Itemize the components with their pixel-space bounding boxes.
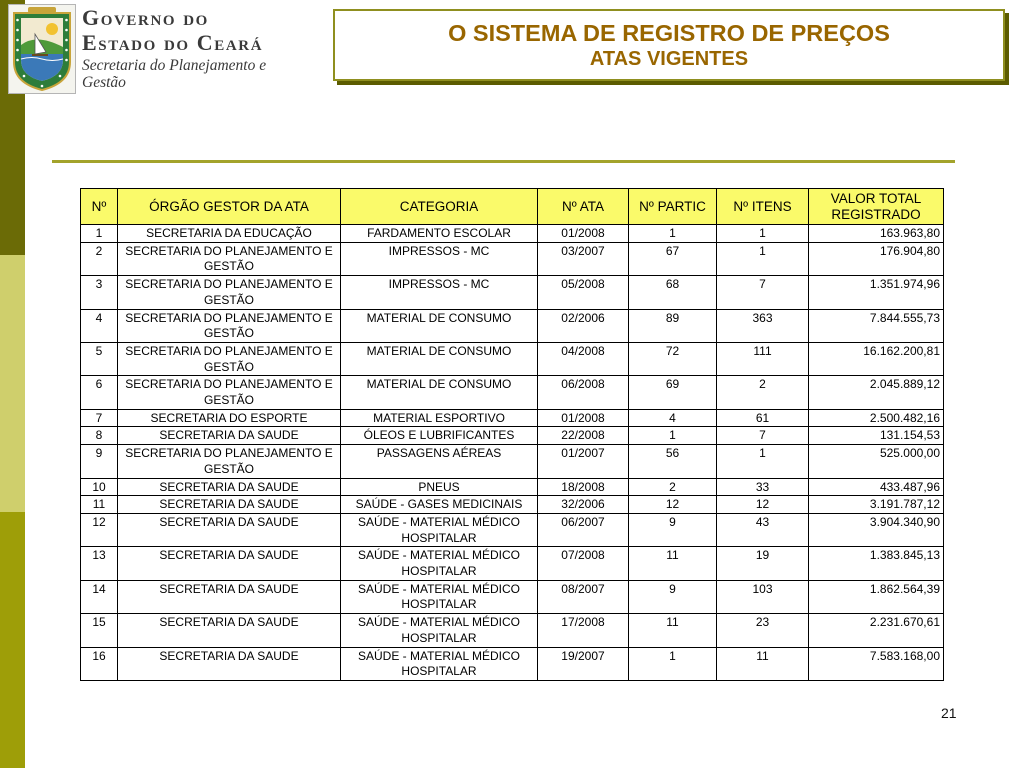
cell-orgao-gestor: SECRETARIA DA SAUDE	[118, 647, 341, 680]
cell-categoria: MATERIAL DE CONSUMO	[341, 309, 538, 342]
cell-numero: 9	[81, 445, 118, 478]
cell-valor-total: 16.162.200,81	[809, 342, 944, 375]
column-header-numero-itens: Nº ITENS	[717, 189, 809, 225]
cell-numero-partic: 72	[629, 342, 717, 375]
cell-numero-ata: 08/2007	[538, 580, 629, 613]
table-row	[81, 342, 944, 375]
atas-vigentes-table	[80, 188, 944, 681]
cell-valor-total: 3.904.340,90	[809, 513, 944, 546]
cell-orgao-gestor: SECRETARIA DA SAUDE	[118, 547, 341, 580]
side-bar-bottom-segment	[0, 512, 25, 768]
table-row	[81, 427, 944, 445]
slide-title-box	[333, 9, 1005, 81]
cell-numero-partic: 1	[629, 225, 717, 243]
cell-categoria: ÓLEOS E LUBRIFICANTES	[341, 427, 538, 445]
cell-numero-ata: 06/2008	[538, 376, 629, 409]
cell-categoria: SAÚDE - MATERIAL MÉDICO HOSPITALAR	[341, 580, 538, 613]
cell-orgao-gestor: SECRETARIA DA SAUDE	[118, 496, 341, 514]
organization-header	[82, 5, 302, 91]
cell-numero-itens: 33	[717, 478, 809, 496]
cell-valor-total: 2.231.670,61	[809, 614, 944, 647]
cell-numero: 15	[81, 614, 118, 647]
cell-categoria: SAÚDE - MATERIAL MÉDICO HOSPITALAR	[341, 614, 538, 647]
cell-numero-partic: 11	[629, 547, 717, 580]
table-row	[81, 445, 944, 478]
cell-orgao-gestor: SECRETARIA DA SAUDE	[118, 478, 341, 496]
table-row	[81, 614, 944, 647]
cell-numero: 8	[81, 427, 118, 445]
table-row	[81, 647, 944, 680]
department-name-line1: Secretaria do Planejamento e	[82, 57, 267, 74]
page-number: 21	[941, 705, 957, 721]
cell-categoria: PASSAGENS AÉREAS	[341, 445, 538, 478]
cell-valor-total: 7.844.555,73	[809, 309, 944, 342]
cell-numero: 3	[81, 276, 118, 309]
cell-valor-total: 1.862.564,39	[809, 580, 944, 613]
cell-categoria: FARDAMENTO ESCOLAR	[341, 225, 538, 243]
cell-numero-itens: 1	[717, 445, 809, 478]
cell-numero-ata: 32/2006	[538, 496, 629, 514]
horizontal-divider	[52, 160, 955, 163]
cell-numero-partic: 9	[629, 513, 717, 546]
cell-numero: 6	[81, 376, 118, 409]
cell-orgao-gestor: SECRETARIA DO PLANEJAMENTO E GESTÃO	[118, 309, 341, 342]
cell-numero-itens: 7	[717, 427, 809, 445]
table-row	[81, 309, 944, 342]
cell-numero: 13	[81, 547, 118, 580]
cell-valor-total: 1.383.845,13	[809, 547, 944, 580]
cell-numero-partic: 11	[629, 614, 717, 647]
cell-numero-itens: 61	[717, 409, 809, 427]
cell-numero: 4	[81, 309, 118, 342]
table-row	[81, 580, 944, 613]
cell-categoria: SAÚDE - MATERIAL MÉDICO HOSPITALAR	[341, 647, 538, 680]
cell-numero-partic: 4	[629, 409, 717, 427]
cell-orgao-gestor: SECRETARIA DO ESPORTE	[118, 409, 341, 427]
cell-numero: 11	[81, 496, 118, 514]
cell-numero-ata: 06/2007	[538, 513, 629, 546]
cell-numero-itens: 363	[717, 309, 809, 342]
cell-numero-partic: 89	[629, 309, 717, 342]
government-name-line1: Governo do	[82, 5, 209, 30]
cell-numero-itens: 1	[717, 242, 809, 275]
column-header-numero-partic: Nº PARTIC	[629, 189, 717, 225]
cell-categoria: SAÚDE - MATERIAL MÉDICO HOSPITALAR	[341, 513, 538, 546]
cell-orgao-gestor: SECRETARIA DA EDUCAÇÃO	[118, 225, 341, 243]
cell-numero-itens: 43	[717, 513, 809, 546]
cell-orgao-gestor: SECRETARIA DO PLANEJAMENTO E GESTÃO	[118, 445, 341, 478]
cell-numero-itens: 7	[717, 276, 809, 309]
cell-numero-partic: 2	[629, 478, 717, 496]
table-row	[81, 409, 944, 427]
cell-numero-ata: 22/2008	[538, 427, 629, 445]
cell-numero-ata: 17/2008	[538, 614, 629, 647]
cell-numero-itens: 12	[717, 496, 809, 514]
cell-numero-ata: 01/2007	[538, 445, 629, 478]
side-bar-middle-segment	[0, 255, 25, 512]
table-row	[81, 225, 944, 243]
cell-numero: 12	[81, 513, 118, 546]
column-header-numero: Nº	[81, 189, 118, 225]
table-header-row	[81, 189, 944, 225]
cell-numero-ata: 07/2008	[538, 547, 629, 580]
cell-categoria: SAÚDE - MATERIAL MÉDICO HOSPITALAR	[341, 547, 538, 580]
cell-numero-partic: 9	[629, 580, 717, 613]
cell-numero-itens: 2	[717, 376, 809, 409]
cell-numero-itens: 103	[717, 580, 809, 613]
cell-numero-itens: 1	[717, 225, 809, 243]
cell-orgao-gestor: SECRETARIA DO PLANEJAMENTO E GESTÃO	[118, 242, 341, 275]
cell-valor-total: 525.000,00	[809, 445, 944, 478]
slide-subtitle: ATAS VIGENTES	[589, 48, 749, 70]
cell-valor-total: 3.191.787,12	[809, 496, 944, 514]
cell-numero-itens: 111	[717, 342, 809, 375]
cell-numero-ata: 04/2008	[538, 342, 629, 375]
table-row	[81, 496, 944, 514]
cell-valor-total: 1.351.974,96	[809, 276, 944, 309]
cell-orgao-gestor: SECRETARIA DA SAUDE	[118, 580, 341, 613]
cell-numero-partic: 69	[629, 376, 717, 409]
table-row	[81, 513, 944, 546]
cell-numero: 5	[81, 342, 118, 375]
cell-numero-itens: 19	[717, 547, 809, 580]
cell-categoria: MATERIAL DE CONSUMO	[341, 376, 538, 409]
cell-categoria: PNEUS	[341, 478, 538, 496]
column-header-numero-ata: Nº ATA	[538, 189, 629, 225]
department-name-line2: Gestão	[82, 74, 126, 91]
cell-orgao-gestor: SECRETARIA DA SAUDE	[118, 427, 341, 445]
cell-valor-total: 131.154,53	[809, 427, 944, 445]
government-name-line2: Estado do Ceará	[82, 30, 264, 55]
cell-orgao-gestor: SECRETARIA DO PLANEJAMENTO E GESTÃO	[118, 376, 341, 409]
cell-categoria: MATERIAL DE CONSUMO	[341, 342, 538, 375]
side-color-bar	[0, 0, 25, 768]
cell-numero-partic: 68	[629, 276, 717, 309]
cell-numero-partic: 12	[629, 496, 717, 514]
table-row	[81, 242, 944, 275]
cell-categoria: IMPRESSOS - MC	[341, 242, 538, 275]
cell-categoria: SAÚDE - GASES MEDICINAIS	[341, 496, 538, 514]
cell-numero: 10	[81, 478, 118, 496]
cell-valor-total: 163.963,80	[809, 225, 944, 243]
cell-valor-total: 2.045.889,12	[809, 376, 944, 409]
cell-orgao-gestor: SECRETARIA DA SAUDE	[118, 513, 341, 546]
cell-numero-itens: 11	[717, 647, 809, 680]
cell-numero-partic: 1	[629, 427, 717, 445]
table-row	[81, 478, 944, 496]
cell-numero: 14	[81, 580, 118, 613]
cell-valor-total: 176.904,80	[809, 242, 944, 275]
cell-numero-partic: 1	[629, 647, 717, 680]
cell-numero-ata: 02/2006	[538, 309, 629, 342]
table-header	[81, 189, 944, 225]
cell-numero: 7	[81, 409, 118, 427]
ceara-coat-of-arms-icon	[8, 4, 76, 94]
cell-categoria: MATERIAL ESPORTIVO	[341, 409, 538, 427]
slide-title: O SISTEMA DE REGISTRO DE PREÇOS	[448, 20, 890, 46]
cell-numero-ata: 01/2008	[538, 409, 629, 427]
cell-numero: 1	[81, 225, 118, 243]
cell-numero: 2	[81, 242, 118, 275]
cell-valor-total: 7.583.168,00	[809, 647, 944, 680]
cell-categoria: IMPRESSOS - MC	[341, 276, 538, 309]
cell-orgao-gestor: SECRETARIA DA SAUDE	[118, 614, 341, 647]
table-row	[81, 376, 944, 409]
cell-numero-itens: 23	[717, 614, 809, 647]
cell-numero-ata: 18/2008	[538, 478, 629, 496]
cell-numero-partic: 56	[629, 445, 717, 478]
cell-valor-total: 2.500.482,16	[809, 409, 944, 427]
table-row	[81, 276, 944, 309]
cell-numero: 16	[81, 647, 118, 680]
cell-numero-ata: 19/2007	[538, 647, 629, 680]
cell-orgao-gestor: SECRETARIA DO PLANEJAMENTO E GESTÃO	[118, 276, 341, 309]
table-body	[81, 225, 944, 681]
cell-orgao-gestor: SECRETARIA DO PLANEJAMENTO E GESTÃO	[118, 342, 341, 375]
cell-numero-partic: 67	[629, 242, 717, 275]
table-row	[81, 547, 944, 580]
cell-numero-ata: 05/2008	[538, 276, 629, 309]
column-header-valor-total: VALOR TOTAL REGISTRADO	[809, 189, 944, 225]
cell-valor-total: 433.487,96	[809, 478, 944, 496]
cell-numero-ata: 03/2007	[538, 242, 629, 275]
column-header-orgao-gestor: ÓRGÃO GESTOR DA ATA	[118, 189, 341, 225]
cell-numero-ata: 01/2008	[538, 225, 629, 243]
column-header-categoria: CATEGORIA	[341, 189, 538, 225]
